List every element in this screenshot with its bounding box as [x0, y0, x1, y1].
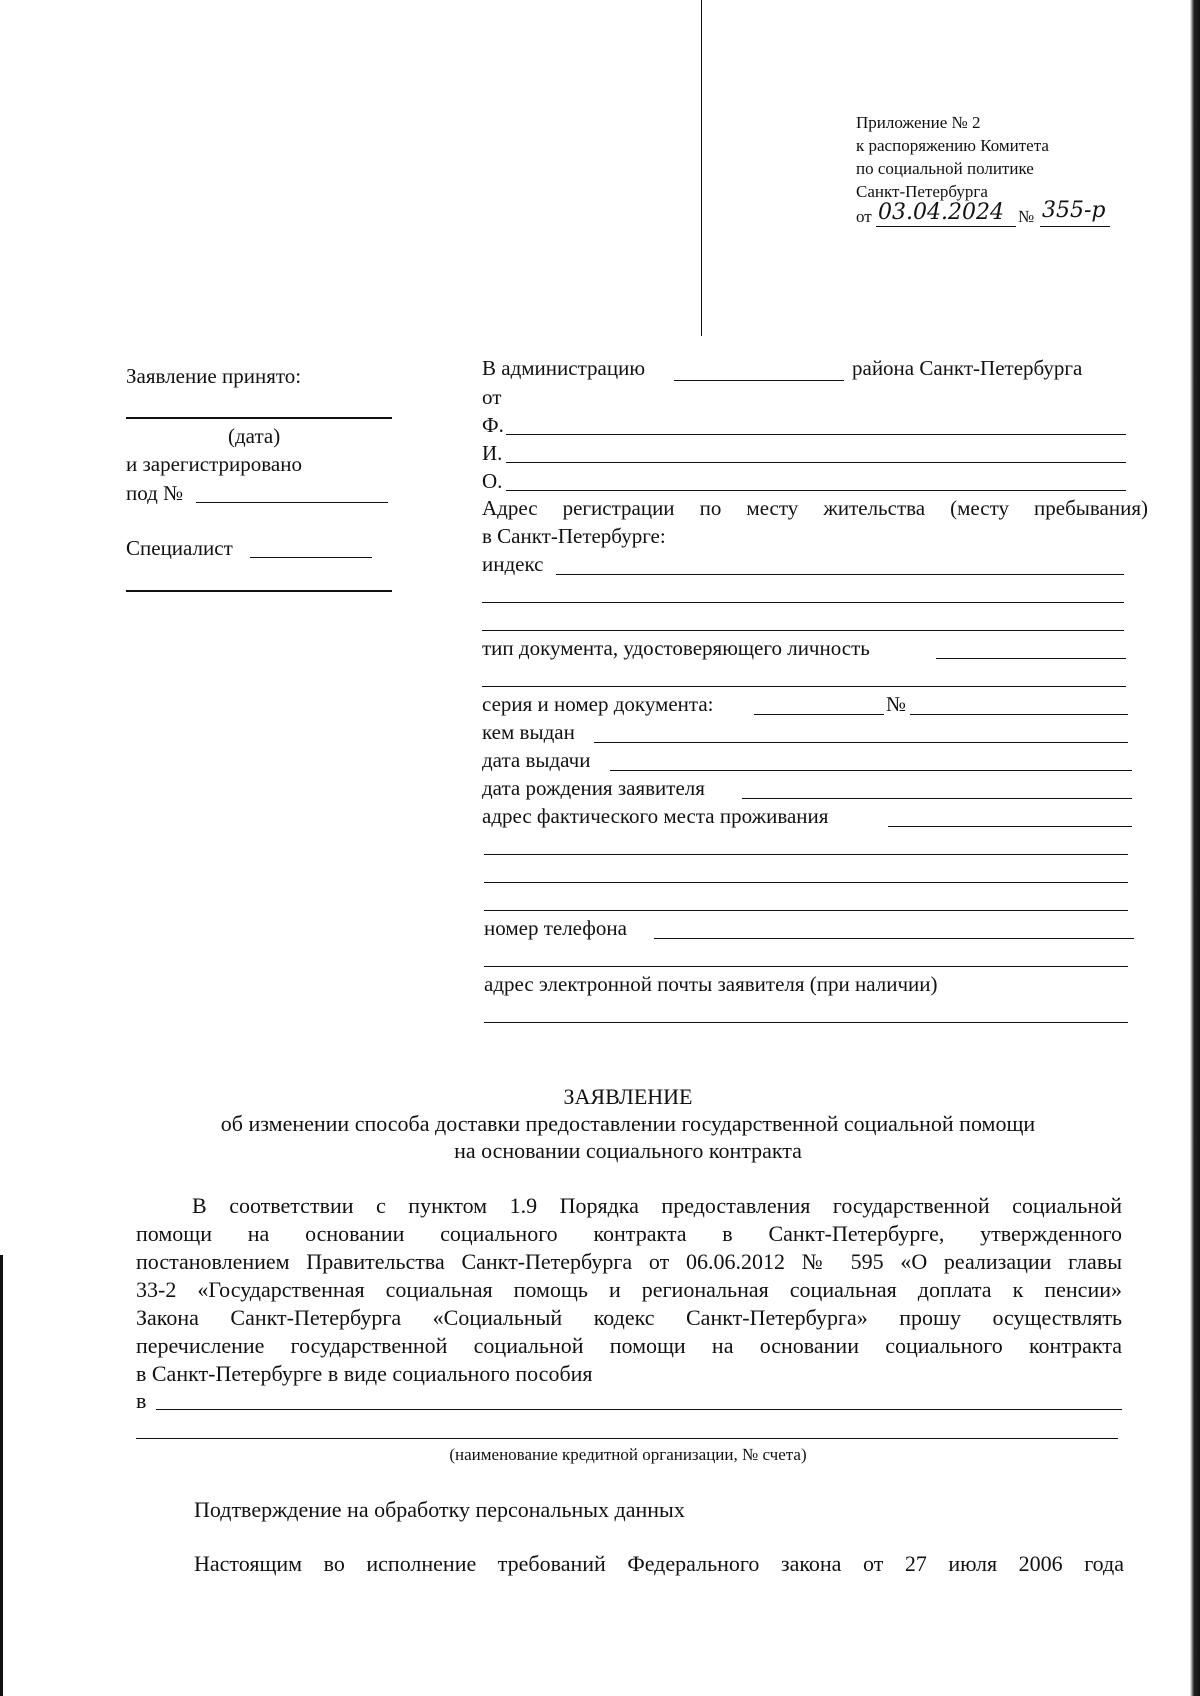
field-line-o[interactable]: [506, 490, 1126, 491]
field-label-phone: номер телефона: [484, 916, 627, 940]
field-line-address-2[interactable]: [482, 630, 1124, 631]
field-label-actual-address: адрес фактического места проживания: [482, 804, 829, 828]
paragraph-line-1: В соответствии с пунктом 1.9 Порядка предоставления государственной социальной: [192, 1193, 1122, 1218]
annex-line-4: Санкт-Петербурга: [856, 182, 988, 201]
intake-date-caption: (дата): [228, 424, 281, 448]
annex-date-line: [876, 226, 1016, 227]
field-line-email[interactable]: [484, 1022, 1128, 1023]
intake-specialist: Специалист: [126, 536, 233, 560]
paragraph-line-2: помощи на основании социального контракта в Санкт-Петербурге, утвержденного: [136, 1221, 1122, 1246]
paragraph-line-7: в Санкт-Петербурге в виде социального пособия: [136, 1361, 593, 1386]
addressee-to-admin: В администрацию: [482, 356, 646, 380]
scan-edge-left: [0, 1255, 3, 1696]
field-label-f: Ф.: [482, 413, 504, 437]
scan-edge-right: [1190, 0, 1200, 1696]
field-line-f[interactable]: [506, 434, 1126, 435]
consent-title: Подтверждение на обработку персональных данных: [194, 1497, 685, 1522]
paragraph-line-3: постановлением Правительства Санкт-Петербурга от 06.06.2012 № 595 «О реализации главы: [136, 1249, 1122, 1274]
field-line-index[interactable]: [556, 574, 1124, 575]
field-line-address-1[interactable]: [482, 602, 1124, 603]
field-label-series-number: серия и номер документа:: [482, 692, 714, 716]
intake-registered: и зарегистрировано: [126, 452, 302, 476]
fold-line: [701, 0, 702, 336]
field-label-issued-by: кем выдан: [482, 720, 575, 744]
paragraph-line-4: 33-2 «Государственная социальная помощь и региональная социальная доплата к пенсии»: [136, 1277, 1122, 1302]
annex-line-2: к распоряжению Комитета: [856, 136, 1049, 155]
field-line-number[interactable]: [910, 714, 1128, 715]
field-line-issue-date[interactable]: [610, 770, 1132, 771]
field-line-actual-address-4[interactable]: [484, 910, 1128, 911]
bank-in-prefix: в: [136, 1388, 147, 1413]
annex-number-handwritten: 355-р: [1042, 198, 1106, 223]
bank-caption: (наименование кредитной организации, № счета): [449, 1445, 807, 1464]
reg-address-label-1: Адрес регистрации по месту жительства (месту пребывания): [482, 496, 1148, 520]
annex-from-prefix: от: [856, 207, 872, 226]
field-label-index: индекс: [482, 552, 544, 576]
field-label-i: И.: [482, 441, 503, 465]
statement-subtitle-2: на основании социального контракта: [454, 1138, 802, 1163]
intake-specialist-line[interactable]: [250, 557, 372, 558]
paragraph-line-5: Закона Санкт-Петербурга «Социальный кодекс Санкт-Петербурга» прошу осуществлять: [136, 1305, 1122, 1330]
field-line-birth-date[interactable]: [742, 798, 1132, 799]
annex-number-line: [1040, 226, 1110, 227]
field-label-email: адрес электронной почты заявителя (при наличии): [484, 972, 938, 996]
field-line-i[interactable]: [506, 462, 1126, 463]
intake-reg-number-line[interactable]: [196, 502, 388, 503]
annex-num-prefix: №: [1018, 207, 1035, 226]
field-label-issue-date: дата выдачи: [482, 748, 591, 772]
intake-signature-line[interactable]: [126, 590, 392, 592]
paragraph-line-6: перечисление государственной социальной помощи на основании социального контракта: [136, 1333, 1122, 1358]
field-label-o: О.: [482, 469, 503, 493]
intake-date-line[interactable]: [126, 417, 392, 419]
annex-line-1: Приложение № 2: [856, 113, 981, 132]
annex-line-3: по социальной политике: [856, 159, 1034, 178]
field-line-issued-by[interactable]: [594, 742, 1128, 743]
field-line-phone-2[interactable]: [484, 966, 1128, 967]
field-label-no: №: [886, 692, 907, 716]
intake-under-no: под №: [126, 481, 184, 505]
field-line-series[interactable]: [754, 714, 884, 715]
statement-subtitle-1: об изменении способа доставки предоставлении государственной социальной помощи: [220, 1111, 1036, 1136]
consent-text: Настоящим во исполнение требований Федерального закона от 27 июля 2006 года: [194, 1551, 1124, 1576]
field-line-actual-address[interactable]: [888, 826, 1132, 827]
field-line-actual-address-3[interactable]: [484, 882, 1128, 883]
field-label-doc-type: тип документа, удостоверяющего личность: [482, 636, 870, 660]
field-line-phone[interactable]: [654, 938, 1134, 939]
bank-line-1[interactable]: [156, 1409, 1122, 1410]
addressee-district: района Санкт-Петербурга: [852, 356, 1083, 380]
field-label-birth-date: дата рождения заявителя: [482, 776, 705, 800]
reg-address-label-2: в Санкт-Петербурге:: [482, 524, 666, 548]
bank-line-2[interactable]: [136, 1438, 1118, 1439]
intake-accepted: Заявление принято:: [126, 364, 302, 388]
field-line-doc-type[interactable]: [936, 658, 1126, 659]
district-name-line[interactable]: [674, 380, 844, 381]
annex-date-handwritten: 03.04.2024: [878, 200, 1004, 225]
addressee-from: от: [482, 385, 502, 409]
field-line-doc-type-2[interactable]: [482, 686, 1126, 687]
statement-title: ЗАЯВЛЕНИЕ: [563, 1084, 693, 1109]
field-line-actual-address-2[interactable]: [484, 854, 1128, 855]
